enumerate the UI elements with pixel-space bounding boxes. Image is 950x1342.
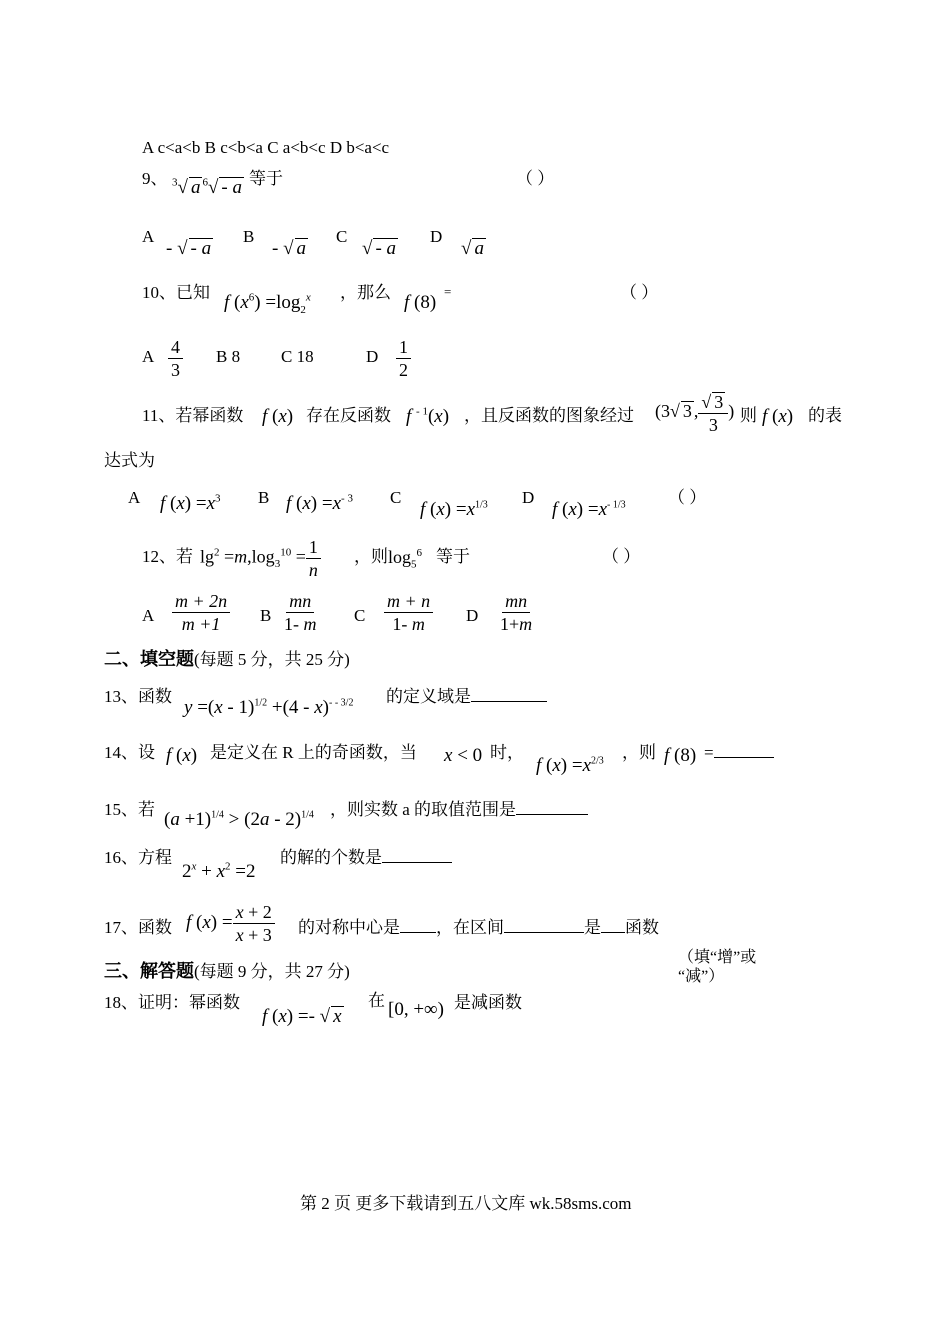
q12-log: $\log_5^6$ — [388, 547, 423, 571]
q10-option-a: $\frac{4}{3}$ — [168, 338, 183, 379]
q13-text-2: 的定义域是 — [386, 688, 547, 705]
q11-option-d: f $(x) =x^{- 1/3}$ — [552, 499, 626, 520]
q15-text-2: ，则实数 a 的取值范围是 — [330, 801, 588, 818]
q10-option-c: C 18 — [281, 347, 314, 366]
q10-f8: f (8) — [404, 292, 437, 313]
q11-text-3: ，且反函数的图象经过 — [464, 406, 634, 425]
q18-text-1: 18、证明：幂函数 — [104, 993, 240, 1012]
q10-option-a-label: A — [142, 347, 155, 366]
q11-answer-paren: （ ） — [668, 488, 707, 507]
q14-text-1: 14、设 — [104, 743, 155, 762]
q9-number: 9、 — [142, 169, 168, 188]
q11-option-a-label: A — [128, 488, 141, 507]
q12-option-c: $\frac{m + n}{1- m}$ — [384, 592, 433, 633]
q11-inverse: f $^{- 1}$(x) — [406, 405, 450, 427]
q12-option-a: $\frac{m + 2n}{m +1}$ — [172, 592, 230, 633]
q14-text-4: ，则 — [622, 743, 656, 762]
q13-expression: y =(x - 1)$^{1/2}$ +(4 - x)$^{- - 3/2}$ — [184, 697, 354, 718]
q9-option-b-label: B — [243, 227, 255, 246]
q14-expression: f $(x) =x^{2/3}$ — [536, 755, 604, 776]
q16-text-1: 16、方程 — [104, 848, 172, 867]
q11-text-2: 存在反函数 — [306, 406, 391, 425]
q11-text-1: 11、若幂函数 — [142, 406, 244, 425]
q14-f8: f (8) — [664, 745, 697, 766]
q11-text-4: 则 — [740, 406, 757, 425]
q9-option-b: - √ a — [272, 238, 307, 259]
q11-text-6: 达式为 — [104, 451, 155, 470]
q15-text-1: 15、若 — [104, 800, 155, 819]
q12-option-d: $\frac{mn}{1+m}$ — [500, 591, 533, 634]
q17-hint-1: （填“增”或 — [678, 949, 757, 966]
q18-text-2: 在 — [368, 991, 385, 1010]
q17-hint-2: “减”） — [678, 968, 725, 985]
q11-text-5: 的表 — [808, 406, 842, 425]
q9-answer-paren: （ ） — [516, 169, 555, 188]
q9-suffix: 等于 — [249, 169, 283, 188]
q16-expression: $2^x + x^2 =2$ — [182, 860, 256, 882]
q12-text-1: 12、若 — [142, 547, 193, 566]
q18-text-3: 是减函数 — [454, 993, 522, 1012]
q9-expression: $^3$√ a $^6$√ - a — [172, 176, 242, 198]
section-3-heading: 三、解答题(每题 9 分，共 27 分) — [104, 961, 350, 981]
q10-option-d: $\frac{1}{2}$ — [396, 338, 411, 379]
q14-text-3: 时， — [490, 743, 524, 762]
q17-text-1: 17、函数 — [104, 918, 172, 937]
section-2-heading: 二、填空题(每题 5 分，共 25 分) — [104, 649, 350, 669]
q17-text-2: 的对称中心是 ，在区间 是 函数 — [298, 918, 659, 937]
q12-expression: $\lg^2 =m,\log_3^{10}$ = $\frac{1}{n}$ — [200, 538, 321, 579]
q11-option-c-label: C — [390, 488, 402, 507]
q14-text-5: = — [704, 744, 774, 761]
q11-option-d-label: D — [522, 488, 535, 507]
q10-option-b: B 8 — [216, 347, 241, 366]
q10-equals: = — [444, 284, 452, 299]
q9-option-c-label: C — [336, 227, 348, 246]
q9-option-d: √ a — [461, 238, 484, 259]
q18-expression: f (x) =- √ x — [262, 1006, 342, 1027]
q11-option-b: f $(x) =x^{- 3}$ — [286, 492, 353, 514]
q16-text-2: 的解的个数是 — [280, 849, 452, 866]
q8-options: A c<a<b B c<b<a C a<b<c D b<a<c — [142, 138, 390, 157]
q9-option-a-label: A — [142, 227, 155, 246]
q9-option-c: √ - a — [362, 238, 397, 259]
q15-expression: $(a +1)^{1/4} > (2a - 2)^{1/4}$ — [164, 809, 314, 830]
q12-text-2: ，则 — [354, 547, 388, 566]
q11-option-b-label: B — [258, 488, 270, 507]
q10-expression: f $(x^6) =\log_2^x$ — [224, 291, 311, 316]
q11-point: (3√ 3 , $\frac{√ 3}{3}$ ) — [655, 392, 735, 435]
q9-option-a: - √ - a — [166, 238, 212, 259]
q14-text-2: 是定义在 R 上的奇函数，当 — [210, 743, 417, 762]
q12-option-d-label: D — [466, 606, 479, 625]
q14-condition: x < 0 — [444, 745, 483, 766]
q13-text-1: 13、函数 — [104, 687, 172, 706]
q9-option-d-label: D — [430, 227, 443, 246]
q11-option-c: f $(x) =x^{1/3}$ — [420, 499, 488, 520]
q12-option-a-label: A — [142, 606, 155, 625]
q12-text-3: 等于 — [436, 547, 470, 566]
q10-answer-paren: （ ） — [620, 283, 659, 302]
q18-interval: [0, +∞) — [388, 999, 444, 1020]
q11-fx-2: f (x) — [762, 406, 794, 427]
q14-fx: f (x) — [166, 745, 198, 766]
q12-answer-paren: （ ） — [602, 547, 641, 566]
q12-option-b-label: B — [260, 606, 272, 625]
q11-fx: f (x) — [262, 406, 294, 427]
q10-text: 10、已知 — [142, 283, 210, 302]
q11-option-a: f $(x) =x^3$ — [160, 492, 221, 514]
page-footer: 第 2 页 更多下载请到五八文库 wk.58sms.com — [300, 1194, 632, 1213]
q10-mid: ，那么 — [340, 283, 391, 302]
q17-expression: f (x) = $\frac{x + 2}{x + 3}$ — [186, 903, 275, 944]
q12-option-c-label: C — [354, 606, 366, 625]
q10-option-d-label: D — [366, 347, 379, 366]
q12-option-b: $\frac{mn}{1- m}$ — [284, 591, 317, 634]
